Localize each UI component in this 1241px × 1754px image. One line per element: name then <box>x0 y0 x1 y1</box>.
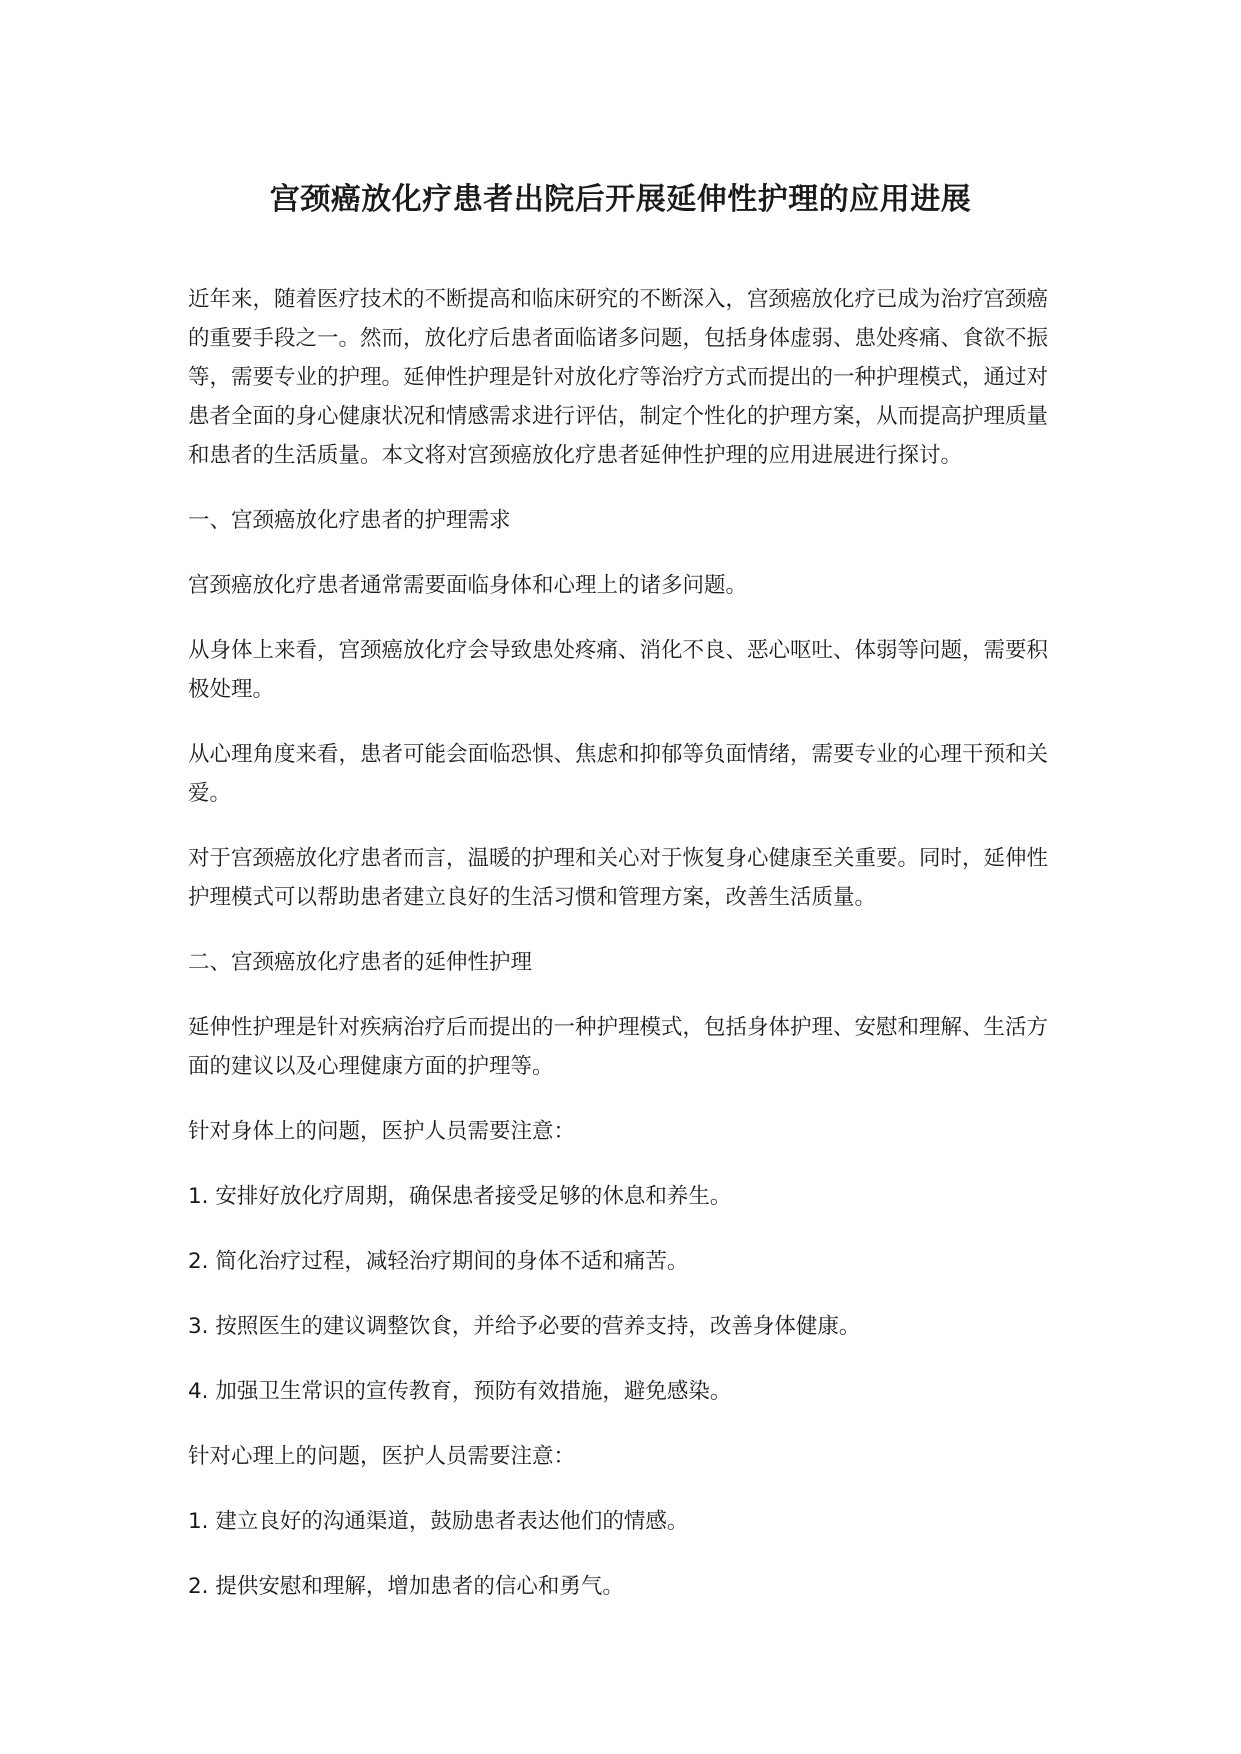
paragraph: 从身体上来看，宫颈癌放化疗会导致患处疼痛、消化不良、恶心呕吐、体弱等问题，需要积极处理。 <box>188 638 1049 702</box>
list-item: 2. 简化治疗过程，减轻治疗期间的身体不适和痛苦。 <box>188 1249 689 1274</box>
document-title: 宫颈癌放化疗患者出院后开展延伸性护理的应用进展 <box>269 182 972 217</box>
paragraph: 从心理角度来看，患者可能会面临恐惧、焦虑和抑郁等负面情绪，需要专业的心理干预和关爱。 <box>188 742 1049 806</box>
list-item: 1. 安排好放化疗周期，确保患者接受足够的休息和养生。 <box>188 1184 732 1209</box>
list-intro: 针对心理上的问题，医护人员需要注意： <box>188 1444 576 1469</box>
section-heading-1: 一、宫颈癌放化疗患者的护理需求 <box>188 508 511 533</box>
section-heading-2: 二、宫颈癌放化疗患者的延伸性护理 <box>188 950 533 975</box>
paragraph: 宫颈癌放化疗患者通常需要面临身体和心理上的诸多问题。 <box>188 573 748 598</box>
paragraph: 对于宫颈癌放化疗患者而言，温暖的护理和关心对于恢复身心健康至关重要。同时，延伸性护理模式可以帮助患者建立良好的生活习惯和管理方案，改善生活质量。 <box>188 846 1049 910</box>
list-item: 2. 提供安慰和理解，增加患者的信心和勇气。 <box>188 1574 624 1599</box>
list-item: 3. 按照医生的建议调整饮食，并给予必要的营养支持，改善身体健康。 <box>188 1314 861 1339</box>
intro-paragraph: 近年来，随着医疗技术的不断提高和临床研究的不断深入，宫颈癌放化疗已成为治疗宫颈癌的重要手段之一。然而，放化疗后患者面临诸多问题，包括身体虚弱、患处疼痛、食欲不振等，需要专业的护理。延伸性护理是针对放化疗等治疗方式而提出的一种护理模式，通过对患者全面的身心健康状况和情感需求进行评估，制定个性化的护理方案，从而提高护理质量和患者的生活质量。本文将对宫颈癌放化疗患者延伸性护理的应用进展进行探讨。 <box>188 287 1049 468</box>
list-item: 4. 加强卫生常识的宣传教育，预防有效措施，避免感染。 <box>188 1379 732 1404</box>
paragraph: 延伸性护理是针对疾病治疗后而提出的一种护理模式，包括身体护理、安慰和理解、生活方面的建议以及心理健康方面的护理等。 <box>188 1015 1049 1079</box>
document-body <box>188 280 1048 1632</box>
list-item: 1. 建立良好的沟通渠道，鼓励患者表达他们的情感。 <box>188 1509 689 1534</box>
list-intro: 针对身体上的问题，医护人员需要注意： <box>188 1119 576 1144</box>
